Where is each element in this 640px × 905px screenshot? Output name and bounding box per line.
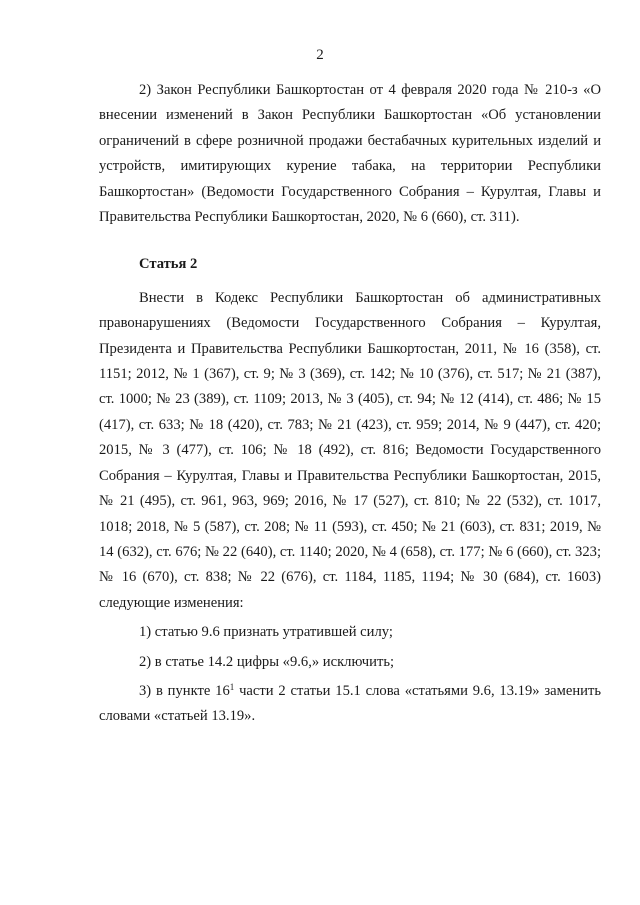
amendment-list [99,620,601,730]
amendment-item-2: 2) в статье 14.2 цифры «9.6,» исключить; [139,653,395,670]
document-body [99,78,601,730]
amendment-item-3-end: части 2 статьи 15.1 слова «статьями 9.6, 13.19» заменить словами «статьей 13.19». [99,682,601,725]
article-title: Статья 2 [139,256,198,273]
section-spacer [99,230,601,252]
superscript-index: 1 [229,681,235,692]
title-spacer [99,278,601,286]
paragraph-law-item-2: 2) Закон Республики Башкортостан от 4 февраля 2020 года № 210-з «О внесении изменений в Закон Республики Башкортостан «Об установлении ограничений в сфере розничной продажи бестабачных курительных изделий и устройств, имитирующих курение табака, на территории Республики Башкортостан» (Ведомости Государственного Собрания – Курултая, Главы и Правительства Республики Башкортостан, 2020, № 6 (660), ст. 311). [99,82,601,226]
amendment-item-3-start: 3) в пункте 16 [139,682,230,699]
article-intro-paragraph: Внести в Кодекс Республики Башкортостан об административных правонарушениях (Ведомости Государственного Собрания – Курултая, Президента и Правительства Республики Башкортостан, 2011, № 16 (358), ст. 1151; 2012, № 1 (367), ст. 9; № 3 (369), ст. 142; № 10 (376), ст. 517; № 21 (387), ст. 1000; № 23 (389), ст. 1109; 2013, № 3 (405), ст. 94; № 12 (414), ст. 486; № 15 (417), ст. 633; № 18 (420), ст. 783; № 21 (423), ст. 959; 2014, № 9 (447), ст. 420; 2015, № 3 (477), ст. 106; № 18 (492), ст. 816; Ведомости Государственного Собрания – Курултая, Главы и Правительства Республики Башкортостан, 2015, № 21 (495), ст. 961, 963, 969; 2016, № 17 (527), ст. 810; № 22 (532), ст. 1017, 1018; 2018, № 5 (587), ст. 208; № 11 (593), ст. 450; № 21 (603), ст. 831; 2019, № 14 (632), ст. 676; № 22 (640), ст. 1140; 2020, № 4 (658), ст. 177; № 6 (660), ст. 323; № 16 (670), ст. 838; № 22 (676), ст. 1184, 1185, 1194; № 30 (684), ст. 1603) следующие изменения: [99,289,601,611]
page-number: 2 [316,47,324,63]
amendment-item-3 [99,679,601,730]
amendment-item-1: 1) статью 9.6 признать утратившей силу; [139,624,393,641]
